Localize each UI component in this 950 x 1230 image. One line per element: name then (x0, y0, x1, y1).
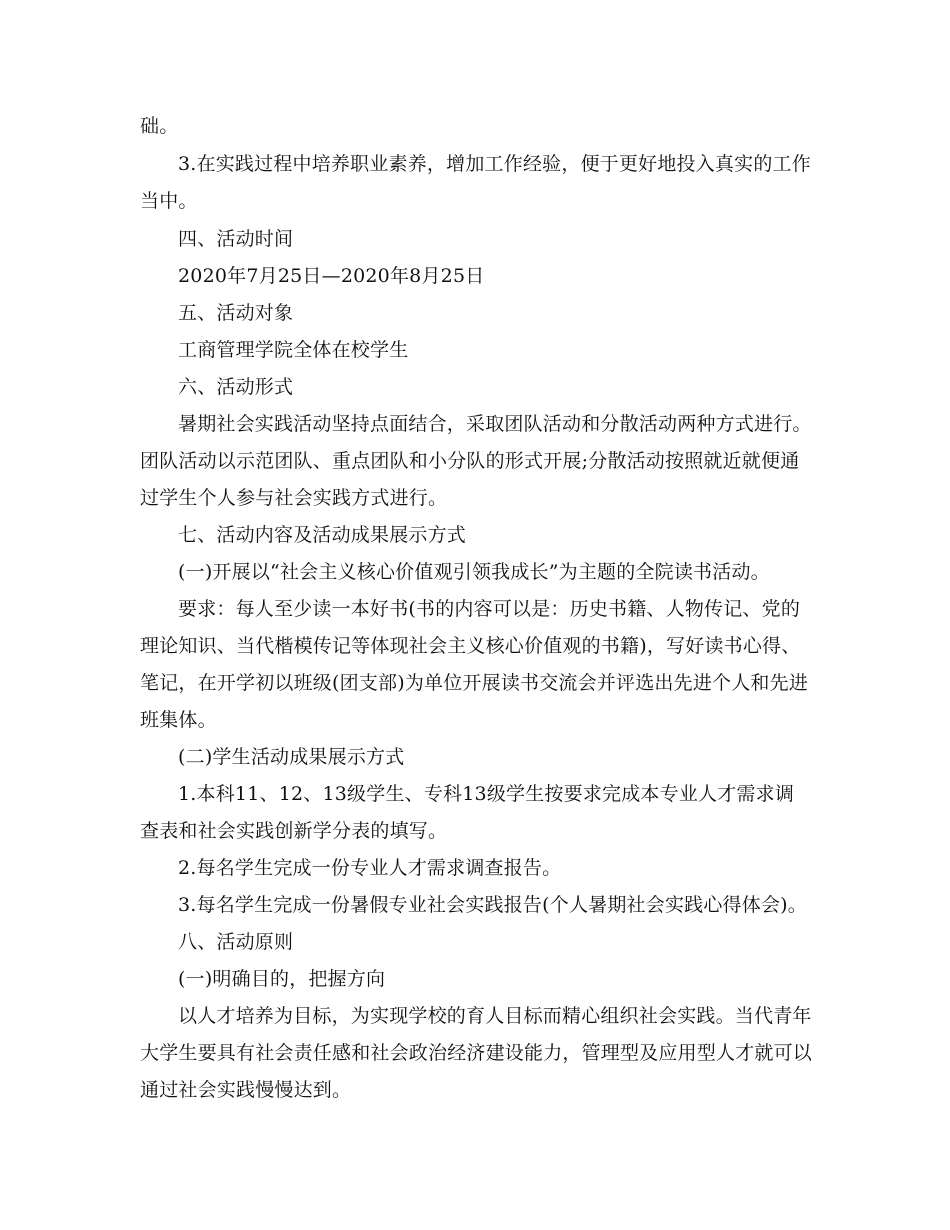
paragraph-result-item-1: 1.本科11、12、13级学生、专科13级学生按要求完成本专业人才需求调查表和社会实践创新学分表的填写。 (140, 783, 795, 842)
subheading-reading-activity: (一)开展以“社会主义核心价值观引领我成长”为主题的全院读书活动。 (178, 561, 770, 583)
subheading-clear-purpose: (一)明确目的，把握方向 (178, 968, 386, 990)
section-heading-activity-target: 五、活动对象 (178, 302, 294, 324)
subheading-results-display: (二)学生活动成果展示方式 (178, 746, 405, 768)
section-heading-principles: 八、活动原则 (178, 931, 294, 953)
section-heading-activity-time: 四、活动时间 (178, 228, 294, 250)
paragraph-activity-time: 2020年7月25日—2020年8月25日 (178, 265, 485, 287)
paragraph-principle-body: 以人才培养为目标，为实现学校的育人目标而精心组织社会实践。当代青年大学生要具有社会责任感和社会政治经济建设能力，管理型及应用型人才就可以通过社会实践慢慢达到。 (140, 1005, 813, 1101)
section-heading-activity-content: 七、活动内容及活动成果展示方式 (178, 524, 467, 546)
paragraph-goal-3: 3.在实践过程中培养职业素养，增加工作经验，便于更好地投入真实的工作当中。 (140, 153, 811, 212)
section-heading-activity-form: 六、活动形式 (178, 376, 294, 398)
paragraph-requirements: 要求：每人至少读一本好书(书的内容可以是：历史书籍、人物传记、党的理论知识、当代楷模传记等体现社会主义核心价值观的书籍)，写好读书心得、笔记，在开学初以班级(团支部)为单位开展读书交流会并评选出先进个人和先进班集体。 (140, 598, 809, 731)
paragraph-result-item-2: 2.每名学生完成一份专业人才需求调查报告。 (178, 857, 562, 879)
paragraph-activity-target: 工商管理学院全体在校学生 (178, 339, 409, 361)
paragraph-continuation: 础。 (140, 115, 179, 137)
paragraph-result-item-3: 3.每名学生完成一份暑假专业社会实践报告(个人暑期社会实践心得体会)。 (178, 894, 807, 916)
paragraph-activity-form: 暑期社会实践活动坚持点面结合，采取团队活动和分散活动两种方式进行。团队活动以示范团队、重点团队和小分队的形式开展;分散活动按照就近就便通过学生个人参与社会实践方式进行。 (140, 413, 812, 509)
